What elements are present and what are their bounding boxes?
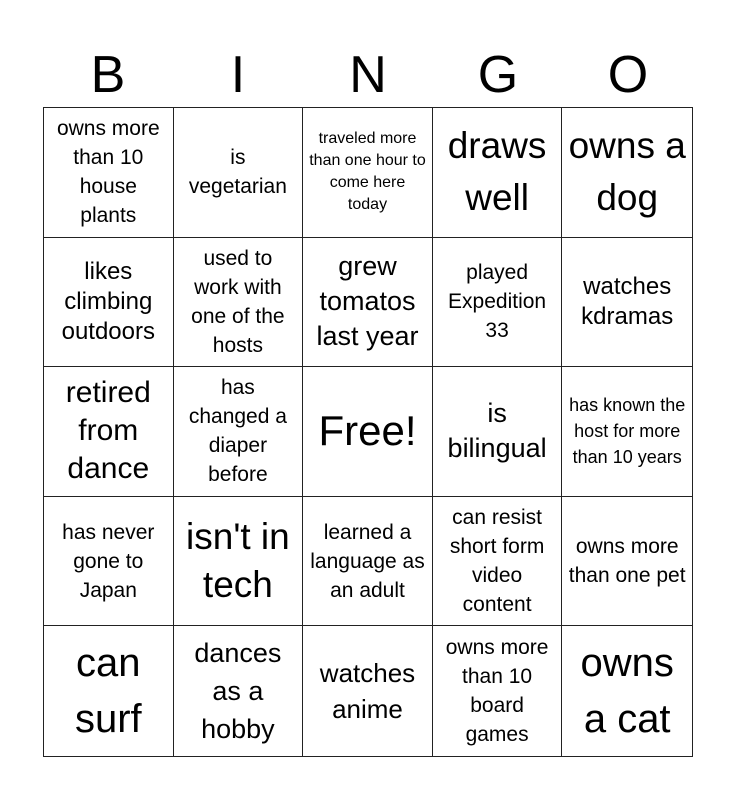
cell-text: grew tomatos last year bbox=[316, 251, 419, 352]
bingo-cell[interactable] bbox=[562, 497, 692, 627]
cell-text: has never gone to Japan bbox=[62, 520, 155, 602]
bingo-cell[interactable] bbox=[174, 238, 304, 368]
bingo-cell[interactable] bbox=[433, 497, 563, 627]
cell-text: Free! bbox=[318, 407, 417, 455]
cell-text: owns more than 10 house plants bbox=[56, 117, 160, 228]
cell-text: owns a dog bbox=[568, 125, 686, 219]
bingo-cell[interactable] bbox=[433, 367, 563, 497]
cell-text: watches anime bbox=[319, 658, 416, 725]
cell-text: traveled more than one hour to come here today bbox=[309, 130, 426, 214]
bingo-cell[interactable] bbox=[174, 108, 304, 238]
bingo-cell[interactable] bbox=[44, 108, 174, 238]
bingo-cell[interactable] bbox=[433, 108, 563, 238]
cell-text: can resist short form video content bbox=[449, 506, 545, 617]
free-space[interactable] bbox=[303, 367, 433, 497]
bingo-cell[interactable] bbox=[303, 108, 433, 238]
bingo-cell[interactable] bbox=[433, 238, 563, 368]
bingo-cell[interactable] bbox=[44, 626, 174, 756]
header-letter-b: B bbox=[90, 46, 126, 104]
cell-text: has changed a diaper before bbox=[188, 376, 287, 487]
bingo-cell[interactable] bbox=[174, 497, 304, 627]
cell-text: is bilingual bbox=[447, 398, 547, 464]
bingo-cell[interactable] bbox=[44, 367, 174, 497]
bingo-cell[interactable] bbox=[562, 367, 692, 497]
cell-text: can surf bbox=[74, 641, 142, 742]
bingo-board bbox=[43, 107, 693, 757]
cell-text: dances as a hobby bbox=[194, 638, 282, 745]
bingo-cell[interactable] bbox=[44, 238, 174, 368]
bingo-cell[interactable] bbox=[562, 626, 692, 756]
header-letter-i: I bbox=[230, 46, 246, 104]
cell-text: played Expedition 33 bbox=[448, 261, 547, 343]
cell-text: learned a language as an adult bbox=[310, 520, 425, 602]
bingo-cell[interactable] bbox=[562, 238, 692, 368]
cell-text: owns more than 10 board games bbox=[445, 636, 549, 747]
header-letter-g: G bbox=[477, 46, 519, 104]
bingo-cell[interactable] bbox=[303, 497, 433, 627]
cell-text: used to work with one of the hosts bbox=[191, 246, 285, 357]
bingo-cell[interactable] bbox=[303, 626, 433, 756]
header-letter-n: N bbox=[349, 46, 387, 104]
cell-text: watches kdramas bbox=[581, 272, 674, 330]
cell-text: likes climbing outdoors bbox=[61, 257, 155, 345]
cell-text: draws well bbox=[447, 125, 547, 219]
cell-text: is vegetarian bbox=[188, 146, 287, 199]
cell-text: owns more than one pet bbox=[568, 535, 686, 588]
bingo-cell[interactable] bbox=[174, 626, 304, 756]
bingo-cell[interactable] bbox=[562, 108, 692, 238]
cell-text: retired from dance bbox=[65, 376, 151, 486]
cell-text: isn't in tech bbox=[186, 516, 290, 606]
bingo-cell[interactable] bbox=[174, 367, 304, 497]
bingo-cell[interactable] bbox=[44, 497, 174, 627]
cell-text: owns a cat bbox=[580, 641, 674, 742]
header-letter-o: O bbox=[607, 46, 649, 104]
bingo-header bbox=[43, 44, 693, 106]
bingo-cell[interactable] bbox=[433, 626, 563, 756]
bingo-cell[interactable] bbox=[303, 238, 433, 368]
cell-text: has known the host for more than 10 years bbox=[569, 395, 686, 468]
